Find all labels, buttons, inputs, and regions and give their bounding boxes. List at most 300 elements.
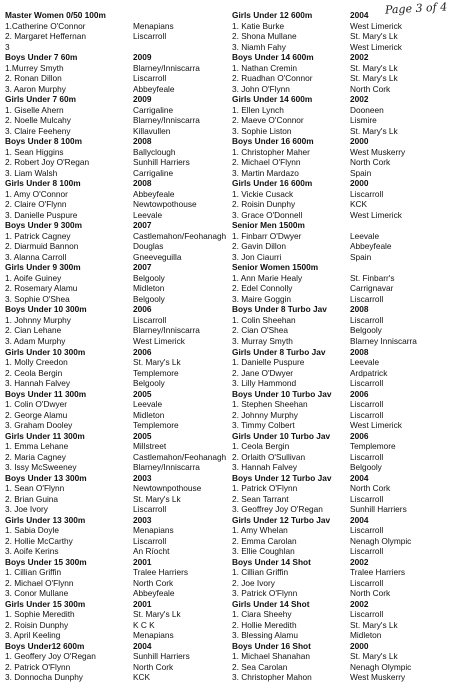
athlete-name: 2. Johnny Murphy [232,409,298,420]
athlete-name: 2. Roisin Dunphy [5,619,69,630]
birth-year: 2003 [133,472,152,483]
club-name: Carrignavar [350,283,394,294]
result-row [5,546,223,557]
event-name: Girls Under 12 600m [232,10,313,20]
birth-year: 2004 [350,10,369,20]
athlete-name: 2. Sea Carolan [232,661,288,672]
result-row [232,294,450,305]
athlete-name: 3. Murray Smyth [232,335,293,346]
result-row [232,630,450,641]
result-row [5,126,223,137]
event-heading [232,389,450,400]
club-name: North Cork [133,661,174,672]
athlete-name: 3. Graham Dooley [5,420,73,431]
athlete-name: 2. Shona Mullane [232,31,297,42]
club-name: Belgooly [133,378,165,389]
result-row [232,126,450,137]
event-name: Master Women 0/50 100m [5,10,106,20]
club-name: Blarney/Inniscarra [133,462,200,473]
club-name: Carrigaline [133,104,174,115]
result-row [5,273,223,284]
athlete-name: 2. Brian Guina [5,493,59,504]
result-row [232,336,450,347]
result-row [5,462,223,473]
club-name: Leevale [133,209,163,220]
club-name: Sunhill Harriers [350,504,407,515]
athlete-name: 3. Christopher Mahon [232,672,312,683]
result-row [5,157,223,168]
athlete-name: 2. Claire O'Flynn [5,199,67,210]
result-row [5,31,223,42]
club-name: Douglas [133,241,164,252]
athlete-name: 3. Claire Feeheny [5,125,71,136]
athlete-name: 1. Sophie Meredith [5,609,75,620]
athlete-name: 3. Aoife Kerins [5,546,59,557]
result-row [5,168,223,179]
athlete-name: 2. Cian O'Shea [232,325,289,336]
birth-year: 2006 [133,346,152,357]
result-row [232,620,450,631]
club-name: St. Mary's Lk [133,609,181,620]
athlete-name: 2. Diarmuid Bannon [5,241,79,252]
event-heading [5,94,223,105]
club-name: West Limerick [350,209,402,220]
club-name: Abbeyfeale [133,83,175,94]
result-row [5,672,223,683]
event-name: Girls Under 16 600m [232,178,313,189]
result-row [5,315,223,326]
athlete-name: 1. Ciara Sheehy [232,609,292,620]
athlete-name: 2. Patrick O'Flynn [5,661,71,672]
event-name: Boys Under 10 300m [5,304,87,315]
club-name: West Muskerry [350,146,406,157]
result-row [5,115,223,126]
athlete-name: 3. Niamh Fahy [232,41,286,52]
result-row [5,630,223,641]
athlete-name: 3. Jon Ciaurri [232,251,282,262]
result-row [232,315,450,326]
event-heading [5,347,223,358]
club-name: Liscarroll [350,609,384,620]
event-heading [5,178,223,189]
result-row [5,588,223,599]
result-row [232,42,450,53]
athlete-name: 1. Cillian Griffin [232,567,289,578]
athlete-name: 1. Geoffery Joy O'Regan [5,651,96,662]
club-name: KCK [133,672,151,683]
club-name: Blarney/Inniscarra [133,325,200,336]
result-row [232,368,450,379]
athlete-name: 3. Hannah Falvey [232,462,298,473]
result-row [5,451,227,463]
event-name: Boys Under 12 Turbo Jav [232,472,332,483]
result-row [5,504,223,515]
athlete-name: 3. John O'Flynn [232,83,290,94]
birth-year: 2006 [350,430,369,441]
birth-year: 2001 [133,556,152,567]
athlete-name: 3. Grace O'Donnell [232,209,303,220]
result-row [5,368,223,379]
club-name: St. Mary's Lk [350,73,398,84]
birth-year: 2008 [350,304,369,315]
event-heading [5,557,223,568]
athlete-name: 3. Issy McSweeney [5,462,77,473]
result-row [232,84,450,95]
club-name: Blarney/Inniscarra [133,115,200,126]
result-row [232,672,450,683]
event-heading [5,136,223,147]
birth-year: 2002 [350,556,369,567]
athlete-name: 3. Aaron Murphy [5,83,66,94]
club-name: Templemore [133,367,179,378]
club-name: Belgooly [133,293,165,304]
result-row [5,567,223,578]
result-row [5,241,223,252]
athlete-name: 1. Ellen Lynch [232,104,284,115]
event-name: Boys Under 13 300m [5,472,87,483]
athlete-name: 1. Ann Marie Healy [232,272,303,283]
result-row [232,378,450,389]
club-name: Liscarroll [350,493,384,504]
event-heading [5,641,223,652]
club-name: Menapians [133,20,174,31]
club-name: St. Finbarr's [350,272,395,283]
club-name: St. Mary's Lk [350,125,398,136]
event-name: Girls Under 14 Shot [232,598,310,609]
result-row [5,189,223,200]
club-name: Blarney Inniscarra [350,335,417,346]
event-name: Boys Under 16 Shot [232,640,311,651]
handwritten-page-note: Page 3 of 4 [384,0,448,17]
athlete-name: 1. Colin O'Dwyer [5,399,67,410]
club-name: Belgooly [350,462,382,473]
athlete-name: 2. Ruadhan O'Connor [232,73,313,84]
event-name: Boys Under 14 600m [232,52,314,63]
event-name: Boys Under 15 300m [5,556,87,567]
club-name: Midleton [350,630,382,641]
club-name: Liscarroll [133,504,167,515]
result-row [232,462,450,473]
event-heading [232,431,450,442]
result-row [5,336,223,347]
athlete-name: 3. Ellie Coughlan [232,546,295,557]
result-row [232,546,450,557]
athlete-name: 2. Gavin Dillon [232,241,286,252]
club-name: Liscarroll [350,293,384,304]
event-name: Girls Under 10 300m [5,346,86,357]
club-name: Castlemahon/Feohanagh [133,451,227,462]
athlete-name: 2. Sean Tarrant [232,493,289,504]
result-row [232,567,450,578]
club-name: Spain [350,167,372,178]
result-row [232,283,450,294]
result-row [5,105,223,116]
athlete-name: 3. Timmy Colbert [232,420,295,431]
results-column-right [232,10,450,683]
birth-year: 2002 [350,94,369,105]
club-name: Liscarroll [350,399,384,410]
birth-year: 2006 [133,304,152,315]
club-name: Ardpatrick [350,367,388,378]
result-row [232,189,450,200]
athlete-name: 3. Danielle Puspure [5,209,78,220]
athlete-name: 3. Martin Mardazo [232,167,299,178]
athlete-name: 2. Orlaith O'Sullivan [232,451,306,462]
result-row [5,73,223,84]
club-name: St. Mary's Lk [350,651,398,662]
result-row [232,494,450,505]
event-name: Girls Under 11 300m [5,430,85,441]
club-name: Belgooly [350,325,382,336]
birth-year: 2006 [350,388,369,399]
event-heading [5,515,223,526]
athlete-name: 2. Cian Lehane [5,325,62,336]
event-name: Boys Under 14 Shot [232,556,311,567]
club-name: KCK [350,199,368,210]
result-row [232,441,450,452]
athlete-name: 3. Donnocha Dunphy [5,672,83,683]
athlete-name: 1. Molly Creedon [5,357,68,368]
event-name: Boys Under12 600m [5,640,85,651]
event-heading [5,473,223,484]
result-row [5,325,223,336]
club-name: Lismire [350,115,377,126]
birth-year: 2002 [350,52,369,63]
athlete-name: 1. Sean O'Flynn [5,483,65,494]
event-heading [5,599,223,610]
club-name: North Cork [133,577,174,588]
result-row [5,525,223,536]
athlete-name: 2. Rosemary Alamu [5,283,78,294]
club-name: Menapians [133,630,174,641]
result-row [5,199,223,210]
athlete-name: 1. Patrick O'Flynn [232,483,298,494]
result-row [232,662,450,673]
club-name: K C K [133,619,155,630]
club-name: St. Mary's Lk [133,493,181,504]
result-row [5,230,227,242]
result-row [232,210,450,221]
athlete-name: 1. Cillian Griffin [5,567,62,578]
event-name: Girls Under 7 60m [5,94,77,105]
result-row [5,252,223,263]
athlete-name: 1. Emma Lehane [5,441,69,452]
event-heading [232,52,450,63]
club-name: Sunhill Harriers [133,651,190,662]
event-heading [5,52,223,63]
event-name: Senior Men 1500m [232,220,305,231]
event-heading [5,389,223,400]
club-name: North Cork [350,483,391,494]
club-name: Liscarroll [133,31,167,42]
athlete-name: 2. Ceola Bergin [5,367,63,378]
birth-year: 2000 [350,178,369,189]
result-row [232,357,450,368]
event-heading [232,347,450,358]
athlete-name: 3. Hannah Falvey [5,378,71,389]
result-row [5,84,223,95]
result-row [232,420,450,431]
birth-year: 2009 [133,52,152,63]
event-heading [5,10,223,21]
athlete-name: 1. Katie Burke [232,20,285,31]
athlete-name: 2. Michael O'Flynn [232,157,301,168]
athlete-name: 3 [5,41,10,52]
club-name: Dooneen [350,104,384,115]
athlete-name: 3. Sophie Liston [232,125,292,136]
athlete-name: 1. Michael Shanahan [232,651,310,662]
event-heading [232,262,450,273]
athlete-name: 1.Murrey Smyth [5,62,64,73]
birth-year: 2000 [350,136,369,147]
result-row [232,115,450,126]
event-heading [232,136,450,147]
club-name: St. Mary's Lk [350,31,398,42]
athlete-name: 3. Conor Mullane [5,588,69,599]
athlete-name: 1. Stephen Sheehan [232,399,308,410]
athlete-name: 2. Roisin Dunphy [232,199,296,210]
result-row [232,147,450,158]
club-name: Midleton [133,409,165,420]
result-row [5,620,223,631]
result-row [232,273,450,284]
result-row [232,410,450,421]
event-name: Boys Under 16 600m [232,136,314,147]
result-row [232,252,450,263]
result-row [5,294,223,305]
results-column-left [5,10,227,683]
club-name: Carrigaline [133,167,174,178]
result-row [5,578,223,589]
result-row [5,651,223,662]
result-row [232,325,450,336]
event-name: Boys Under 10 Turbo Jav [232,388,332,399]
event-name: Girls Under 9 300m [5,262,81,273]
athlete-name: 1. Sean Higgins [5,146,64,157]
athlete-name: 2. Joe Ivory [232,577,275,588]
athlete-name: 1. Amy Whelan [232,525,288,536]
birth-year: 2001 [133,598,152,609]
athlete-name: 2. Robert Joy O'Regan [5,157,90,168]
club-name: Sunhill Harriers [133,157,190,168]
club-name: West Limerick [350,20,402,31]
club-name: Abbeyfeale [133,588,175,599]
club-name: Liscarroll [350,546,384,557]
club-name: An Ríocht [133,546,170,557]
result-row [232,483,450,494]
club-name: Liscarroll [133,535,167,546]
birth-year: 2005 [133,388,152,399]
result-row [5,63,223,74]
athlete-name: 3. Alanna Carroll [5,251,67,262]
birth-year: 2004 [350,514,369,525]
result-row [5,483,223,494]
club-name: Newtowpothouse [133,199,197,210]
athlete-name: 3. Lilly Hammond [232,378,297,389]
club-name: Belgooly [133,272,165,283]
club-name: Liscarroll [350,314,384,325]
result-row [232,231,450,242]
event-name: Boys Under 9 300m [5,220,83,231]
athlete-name: 1. Ceola Bergin [232,441,290,452]
club-name: Ballyclough [133,146,176,157]
result-row [232,452,450,463]
result-row [232,578,450,589]
club-name: Liscarroll [350,525,384,536]
event-name: Girls Under 12 Turbo Jav [232,514,331,525]
birth-year: 2005 [133,430,152,441]
athlete-name: 1. Colin Sheehan [232,314,296,325]
birth-year: 2008 [133,136,152,147]
club-name: St. Mary's Lk [350,62,398,73]
event-heading [232,641,450,652]
athlete-name: 1. Danielle Puspure [232,357,305,368]
athlete-name: 2. Hollie McCarthy [5,535,73,546]
club-name: Tralee Harriers [350,567,406,578]
athlete-name: 1.Catherine O'Connor [5,20,86,31]
birth-year: 2004 [350,472,369,483]
event-heading [232,599,450,610]
result-row [232,73,450,84]
athlete-name: 3. Maire Goggin [232,293,292,304]
event-heading [232,94,450,105]
birth-year: 2008 [133,178,152,189]
event-heading [5,262,223,273]
athlete-name: 2. Edel Connolly [232,283,293,294]
athlete-name: 1. Christopher Maher [232,146,310,157]
athlete-name: 3. April Keeling [5,630,61,641]
birth-year: 2007 [133,262,152,273]
event-name: Girls Under 13 300m [5,514,86,525]
result-row [5,399,223,410]
event-heading [232,515,450,526]
event-heading [5,304,223,315]
athlete-name: 2. George Alamu [5,409,68,420]
athlete-name: 2. Ronan Dillon [5,73,62,84]
athlete-name: 3. Blessing Alamu [232,630,298,641]
event-heading [5,431,223,442]
event-name: Girls Under 8 Turbo Jav [232,346,326,357]
athlete-name: 3. Geoffrey Joy O'Regan [232,504,323,515]
event-heading [232,304,450,315]
result-row [232,199,450,210]
club-name: Newtownpothouse [133,483,202,494]
result-row [5,147,223,158]
athlete-name: 2. Maeve O'Connor [232,115,304,126]
club-name: Liscarroll [133,73,167,84]
club-name: Gneeveguilla [133,251,182,262]
club-name: Abbeyfeale [133,188,175,199]
result-row [232,588,450,599]
athlete-name: 2. Noelle Mulcahy [5,115,71,126]
athlete-name: 2. Maria Cagney [5,451,66,462]
club-name: Leevale [133,399,163,410]
result-row [232,168,450,179]
event-name: Girls Under 14 600m [232,94,313,105]
event-heading [5,220,223,231]
event-name: Girls Under 8 100m [5,178,81,189]
result-row [232,504,450,515]
club-name: West Muskerry [350,672,406,683]
club-name: Liscarroll [350,451,384,462]
event-name: Girls Under 15 300m [5,598,86,609]
club-name: Tralee Harriers [133,567,189,578]
birth-year: 2002 [350,598,369,609]
athlete-name: 1. Giselle Ahern [5,104,64,115]
athlete-name: 1. Aoife Guiney [5,272,62,283]
result-row [232,399,450,410]
athlete-name: 2. Margaret Heffernan [5,31,87,42]
